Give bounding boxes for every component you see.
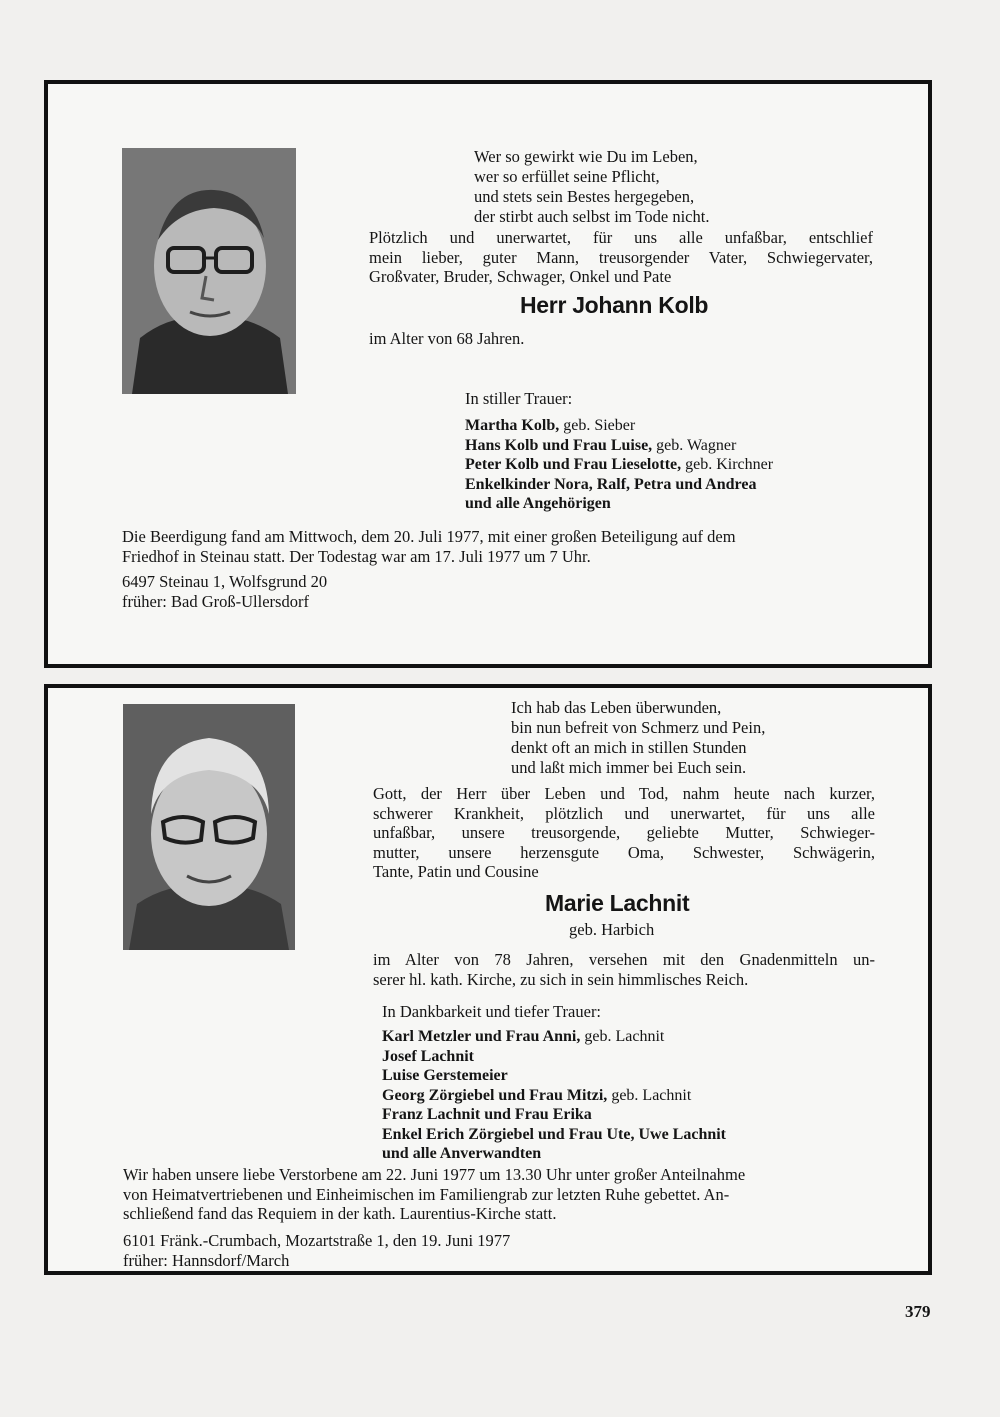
mourner-entry	[465, 494, 773, 514]
mourner-entry	[382, 1066, 726, 1086]
mourner-name: Hans Kolb und Frau Luise,	[465, 436, 653, 454]
mourners-list	[465, 416, 773, 514]
memorial-poem	[511, 698, 765, 778]
address-line: früher: Hannsdorf/March	[123, 1250, 290, 1270]
mourner-name: Enkelkinder Nora, Ralf, Petra und Andrea	[465, 475, 757, 493]
poem-line: der stirbt auch selbst im Tode nicht.	[474, 207, 710, 226]
mourner-name: Peter Kolb und Frau Lieselotte,	[465, 456, 682, 473]
mourner-name: Enkel Erich Zörgiebel und Frau Ute, Uwe Lachnit	[382, 1125, 727, 1143]
mourner-detail: geb. Lachnit	[580, 1028, 665, 1045]
poem-line: und stets sein Bestes hergegeben,	[474, 187, 695, 206]
address-block	[123, 1231, 510, 1270]
mourner-detail: geb. Kirchner	[681, 456, 774, 473]
poem-line: bin nun befreit von Schmerz und Pein,	[511, 718, 766, 737]
mourner-entry	[382, 1086, 726, 1106]
mourner-entry	[465, 416, 773, 436]
poem-line: Wer so gewirkt wie Du im Leben,	[474, 147, 698, 166]
mourner-detail: geb. Sieber	[559, 417, 636, 434]
funeral-info	[123, 1165, 745, 1224]
deceased-name: Herr Johann Kolb	[520, 292, 709, 318]
page-number: 379	[905, 1302, 931, 1321]
mourner-entry	[382, 1125, 726, 1145]
death-announcement	[369, 228, 873, 287]
mourner-name: und alle Angehörigen	[465, 495, 611, 512]
address-line: früher: Bad Groß-Ullersdorf	[122, 591, 309, 611]
funeral-line: schließend fand das Requiem in der kath. Laurentius-Kirche statt.	[123, 1204, 557, 1223]
mourner-name: Josef Lachnit	[382, 1047, 474, 1065]
mourning-heading: In Dankbarkeit und tiefer Trauer:	[382, 1002, 602, 1021]
mourner-entry	[382, 1105, 726, 1125]
mourner-entry	[382, 1027, 726, 1047]
announcement-line: Gott, der Herr über Leben und Tod, nahm heute nach kurzer,	[373, 784, 875, 803]
mourner-entry	[465, 455, 773, 475]
announcement-line: mein lieber, guter Mann, treusorgender Vater, Schwiegervater,	[369, 247, 873, 267]
birth-name: geb. Harbich	[569, 920, 655, 939]
mourner-entry	[382, 1144, 726, 1164]
mourner-name: Karl Metzler und Frau Anni,	[382, 1028, 581, 1045]
funeral-line: Die Beerdigung fand am Mittwoch, dem 20. Juli 1977, mit einer großen Beteiligung auf dem	[122, 527, 736, 546]
obituary-notice-marie-lachnit	[44, 684, 932, 1275]
announcement-line: mutter, unsere herzensgute Oma, Schwester, Schwägerin,	[373, 842, 875, 862]
funeral-line: Friedhof in Steinau statt. Der Todestag war am 17. Juli 1977 um 7 Uhr.	[122, 546, 591, 566]
age-text: im Alter von 68 Jahren.	[369, 329, 525, 348]
portrait-photo-marie-lachnit	[123, 704, 295, 950]
announcement-line: Großvater, Bruder, Schwager, Onkel und Pate	[369, 267, 672, 286]
mourner-detail: geb. Wagner	[652, 436, 737, 454]
announcement-line: unfaßbar, unsere treusorgende, geliebte Mutter, Schwieger-	[373, 823, 875, 842]
mourner-name: Franz Lachnit und Frau Erika	[382, 1106, 592, 1123]
mourners-list	[382, 1027, 726, 1164]
obituary-notice-johann-kolb	[44, 80, 932, 668]
funeral-info	[122, 527, 736, 566]
address-block	[122, 572, 327, 611]
mourner-entry	[382, 1047, 726, 1067]
mourner-entry	[465, 436, 773, 456]
poem-line: Ich hab das Leben überwunden,	[511, 698, 722, 717]
memorial-poem	[474, 147, 709, 227]
age-line: im Alter von 78 Jahren, versehen mit den Gnadenmitteln un-	[373, 950, 875, 969]
announcement-line: Tante, Patin und Cousine	[373, 862, 539, 881]
announcement-line: Plötzlich und unerwartet, für uns alle unfaßbar, entschlief	[369, 228, 873, 247]
mourner-name: und alle Anverwandten	[382, 1145, 542, 1162]
mourner-detail: geb. Lachnit	[607, 1086, 692, 1104]
mourner-entry	[465, 475, 773, 495]
portrait-photo-johann-kolb	[122, 148, 296, 394]
poem-line: denkt oft an mich in stillen Stunden	[511, 738, 747, 757]
deceased-name: Marie Lachnit	[545, 890, 690, 916]
mourning-heading: In stiller Trauer:	[465, 389, 573, 408]
age-text	[373, 950, 875, 989]
announcement-line: schwerer Krankheit, plötzlich und unerwartet, für uns alle	[373, 803, 875, 823]
mourner-name: Georg Zörgiebel und Frau Mitzi,	[382, 1086, 608, 1104]
mourner-name: Martha Kolb,	[465, 417, 560, 434]
address-line: 6101 Fränk.-Crumbach, Mozartstraße 1, den 19. Juni 1977	[123, 1231, 511, 1250]
poem-line: und laßt mich immer bei Euch sein.	[511, 758, 747, 777]
funeral-line: von Heimatvertriebenen und Einheimischen im Familiengrab zur letzten Ruhe gebettet. An-	[123, 1184, 730, 1204]
mourner-name: Luise Gerstemeier	[382, 1067, 508, 1084]
death-announcement	[373, 784, 875, 882]
address-line: 6497 Steinau 1, Wolfsgrund 20	[122, 572, 328, 591]
poem-line: wer so erfüllet seine Pflicht,	[474, 167, 660, 186]
age-line: serer hl. kath. Kirche, zu sich in sein himmlisches Reich.	[373, 969, 749, 989]
funeral-line: Wir haben unsere liebe Verstorbene am 22. Juni 1977 um 13.30 Uhr unter großer Anteilnahme	[123, 1165, 746, 1184]
